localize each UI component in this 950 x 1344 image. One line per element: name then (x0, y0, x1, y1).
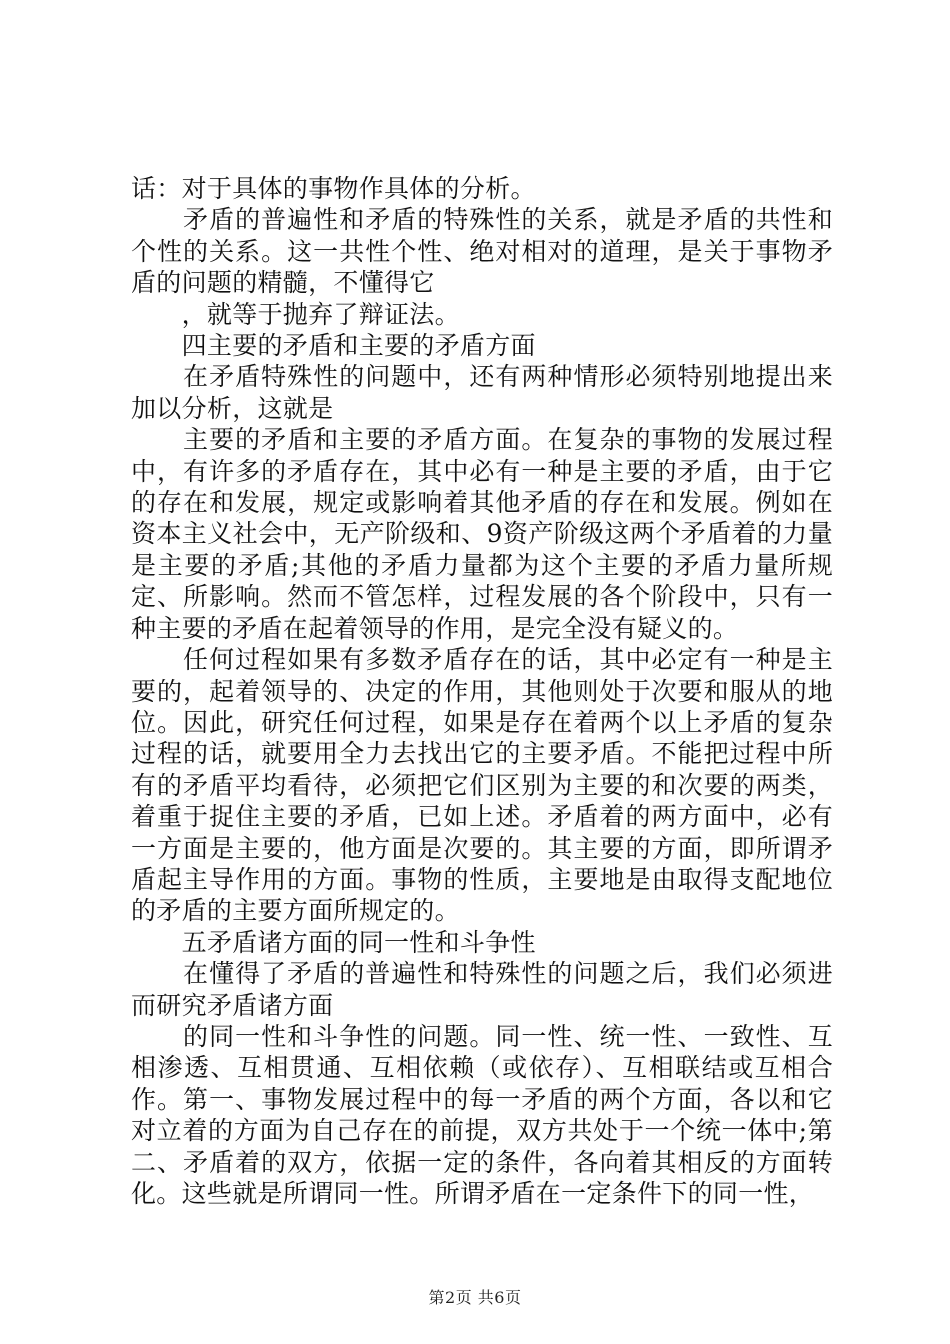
paragraph-9: 在懂得了矛盾的普遍性和特殊性的问题之后，我们必须进而研究矛盾诸方面 (131, 959, 833, 1020)
paragraph-7: 任何过程如果有多数矛盾存在的话，其中必定有一种是主要的，起着领导的、决定的作用，其他则处于次要和服从的地位。因此，研究任何过程，如果是存在着两个以上矛盾的复杂过程的话，就要用全力去找出它的主要矛盾。不能把过程中所有的矛盾平均看待，必须把它们区别为主要的和次要的两类，着重于捉住主要的矛盾，已如上述。矛盾着的两方面中，必有一方面是主要的，他方面是次要的。其主要的方面，即所谓矛盾起主导作用的方面。事物的性质，主要地是由取得支配地位的矛盾的主要方面所规定的。 (131, 645, 833, 926)
section-heading-5: 五矛盾诸方面的同一性和斗争性 (131, 927, 536, 957)
document-body (131, 173, 833, 1209)
paragraph-6: 主要的矛盾和主要的矛盾方面。在复杂的事物的发展过程中，有许多的矛盾存在，其中必有一种是主要的矛盾，由于它的存在和发展，规定或影响着其他矛盾的存在和发展。例如在资本主义社会中，无产阶级和、9资产阶级这两个矛盾着的力量是主要的矛盾;其他的矛盾力量都为这个主要的矛盾力量所规定、所影响。然而不管怎样，过程发展的各个阶段中，只有一种主要的矛盾在起着领导的作用，是完全没有疑义的。 (131, 425, 833, 643)
paragraph-5: 在矛盾特殊性的问题中，还有两种情形必须特别地提出来加以分析，这就是 (131, 362, 833, 423)
paragraph-2: 矛盾的普遍性和矛盾的特殊性的关系，就是矛盾的共性和个性的关系。这一共性个性、绝对相对的道理，是关于事物矛盾的问题的精髓，不懂得它 (131, 205, 833, 298)
paragraph-3: ，就等于抛弃了辩证法。 (131, 299, 460, 329)
paragraph-10: 的同一性和斗争性的问题。同一性、统一性、一致性、互相渗透、互相贯通、互相依赖（或依存）、互相联结或互相合作。第一、事物发展过程中的每一矛盾的两个方面，各以和它对立着的方面为自己存在的前提，双方共处于一个统一体中;第二、矛盾着的双方，依据一定的条件，各向着其相反的方面转化。这些就是所谓同一性。所谓矛盾在一定条件下的同一性， (131, 1021, 833, 1208)
page-footer: 第2页 共6页 (428, 1288, 522, 1307)
section-heading-4: 四主要的矛盾和主要的矛盾方面 (131, 331, 536, 361)
paragraph-1: 话：对于具体的事物作具体的分析。 (131, 174, 536, 203)
